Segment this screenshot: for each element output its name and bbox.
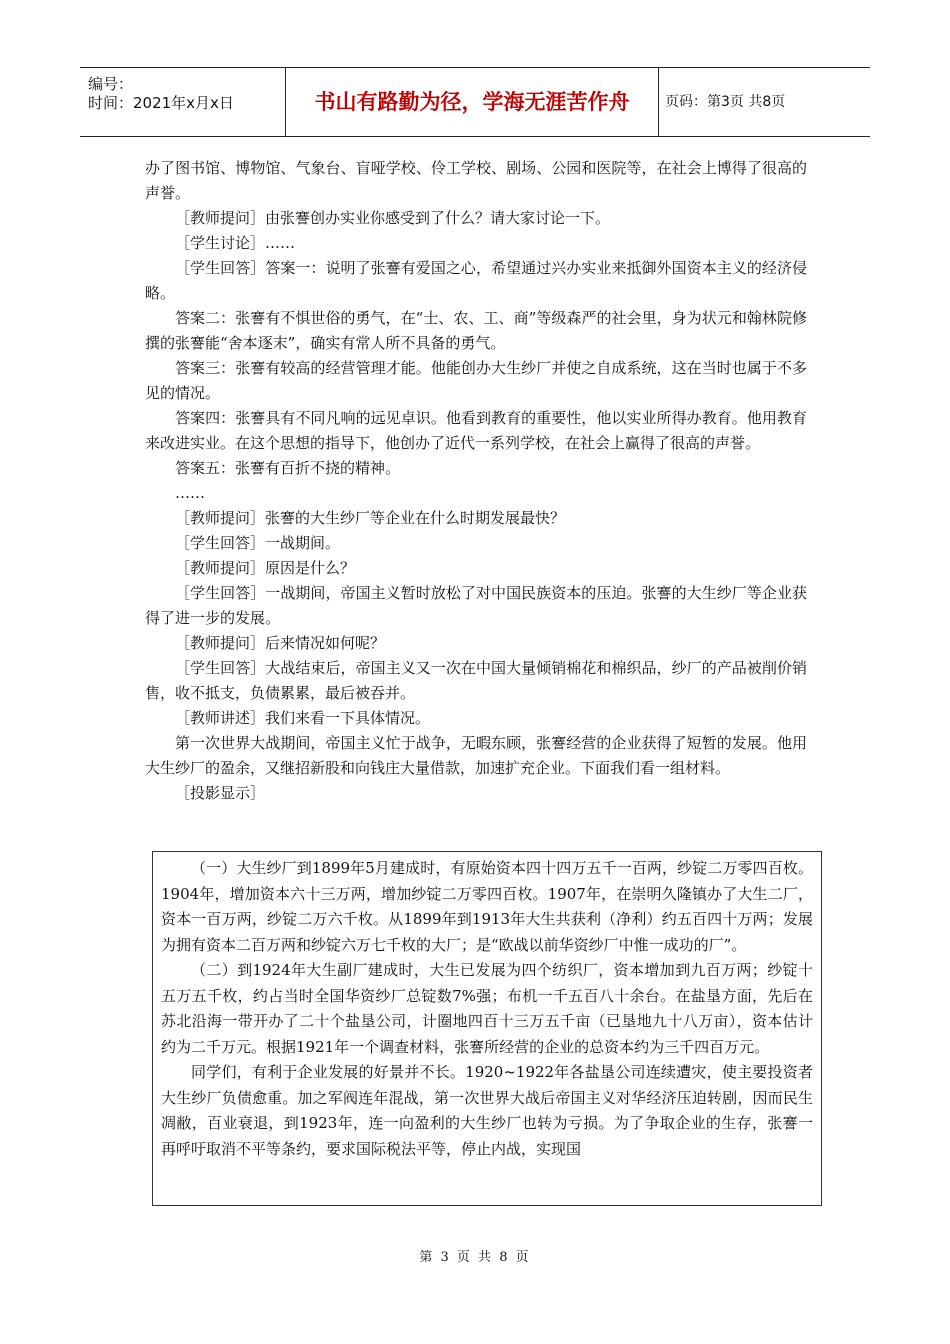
paragraph: ［学生回答］大战结束后，帝国主义又一次在中国大量倾销棉花和棉织品，纱厂的产品被削价销售，收不抵支，负债累累，最后被吞并。 (145, 659, 807, 702)
paragraph: ［学生回答］答案一：说明了张謇有爱国之心，希望通过兴办实业来抵御外国资本主义的经济侵略。 (145, 259, 807, 302)
paragraph: ［教师提问］由张謇创办实业你感受到了什么？请大家讨论一下。 (175, 209, 611, 227)
body-text (145, 156, 807, 806)
paragraph: ［学生回答］一战期间。 (175, 534, 341, 552)
paragraph: 答案五：张謇有百折不挠的精神。 (175, 459, 401, 477)
projection-material-box (152, 851, 822, 1206)
paragraph: ［教师提问］张謇的大生纱厂等企业在什么时期发展最快？ (175, 509, 566, 527)
header-motto: 书山有路勤为径，学海无涯苦作舟 (314, 90, 630, 114)
page-header (80, 67, 870, 137)
header-meta (80, 68, 285, 136)
material-paragraph: （一）大生纱厂到1899年5月建成时，有原始资本四十四万五千一百两，纱锭二万零四百枚。1904年，增加资本六十三万两，增加纱锭二万零四百枚。1907年，在崇明久隆镇办了大生二厂，资本一百万两，纱锭二万六千枚。从1899年到1913年大生共获利（净利）约五百四十万两；发展为拥有资本二百万两和纱锭六万七千枚的大厂；是“欧战以前华资纱厂中惟一成功的厂”。 (161, 859, 813, 954)
paragraph: 第一次世界大战期间，帝国主义忙于战争，无暇东顾，张謇经营的企业获得了短暂的发展。他用大生纱厂的盈余，又继招新股和向钱庄大量借款，加速扩充企业。下面我们看一组材料。 (145, 734, 807, 777)
paragraph: 答案三：张謇有较高的经营管理才能。他能创办大生纱厂并使之自成系统，这在当时也属于不多见的情况。 (145, 359, 807, 402)
material-paragraph: 同学们，有利于企业发展的好景并不长。1920~1922年各盐垦公司连续遭灾，使主要投资者大生纱厂负债愈重。加之军阀连年混战，第一次世界大战后帝国主义对华经济压迫转剧，因而民生凋敝，百业衰退，到1923年，连一向盈利的大生纱厂也转为亏损。为了争取企业的生存，张謇一再呼吁取消不平等条约，要求国际税法平等，停止内战，实现国 (161, 1063, 813, 1158)
header-divider (658, 68, 659, 136)
paragraph: …… (175, 484, 205, 502)
paragraph: ［投影显示］ (175, 784, 266, 802)
paragraph: ［教师提问］后来情况如何呢？ (175, 634, 386, 652)
paragraph: 办了图书馆、博物馆、气象台、盲哑学校、伶工学校、剧场、公园和医院等，在社会上博得了很高的声誉。 (145, 159, 807, 202)
paragraph: 答案四：张謇具有不同凡响的远见卓识。他看到教育的重要性，他以实业所得办教育。他用教育来改进实业。在这个思想的指导下，他创办了近代一系列学校，在社会上赢得了很高的声誉。 (145, 409, 807, 452)
paragraph: ［学生回答］一战期间，帝国主义暂时放松了对中国民族资本的压迫。张謇的大生纱厂等企业获得了进一步的发展。 (145, 584, 807, 627)
paragraph: ［教师讲述］我们来看一下具体情况。 (175, 709, 431, 727)
page-footer: 第 3 页 共 8 页 (419, 1250, 531, 1265)
paragraph: ［学生讨论］…… (175, 234, 296, 252)
header-page-number: 页码：第3页 共8页 (665, 94, 786, 110)
material-paragraph: （二）到1924年大生副厂建成时，大生已发展为四个纺织厂，资本增加到九百万两；纱锭十五万五千枚，约占当时全国华资纱厂总锭数7%强；布机一千五百八十余台。在盐垦方面，先后在苏北沿海一带开办了二十个盐垦公司，计圈地四百十三万五千亩（已垦地九十八万亩），资本估计约为二千万元。根据1921年一个调查材料，张謇所经营的企业的总资本约为三千四百万元。 (161, 961, 813, 1056)
document-date-label: 时间：2021年x月x日 (88, 94, 234, 112)
paragraph: ［教师提问］原因是什么？ (175, 559, 356, 577)
paragraph: 答案二：张謇有不惧世俗的勇气，在“士、农、工、商”等级森严的社会里，身为状元和翰林院修撰的张謇能“舍本逐末”，确实有常人所不具备的勇气。 (145, 309, 807, 352)
document-number-label: 编号： (88, 75, 134, 93)
